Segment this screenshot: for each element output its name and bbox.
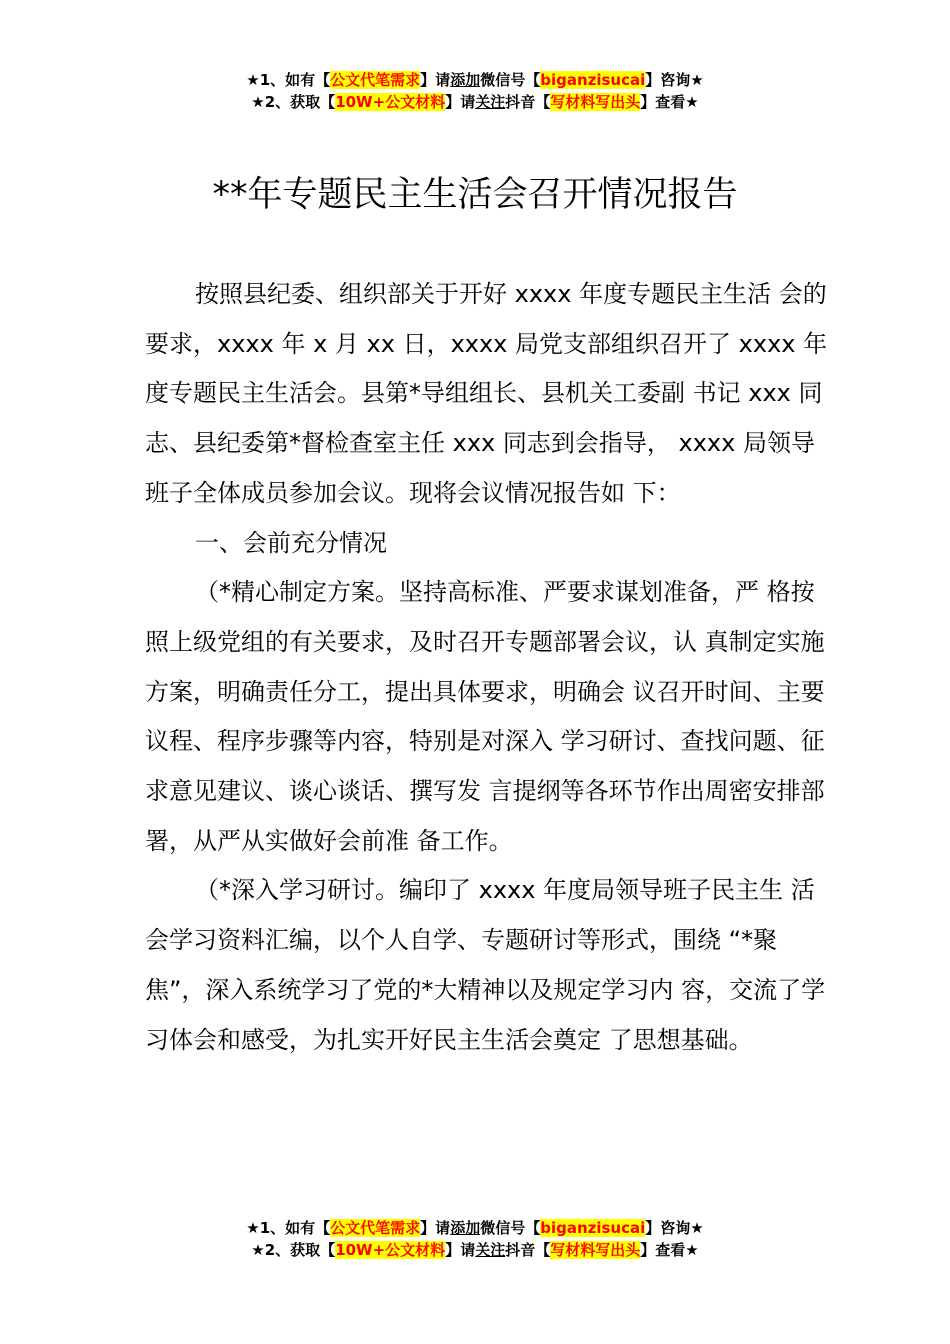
douyin-id: 写材料写出头 (550, 1241, 641, 1259)
paragraph-study (145, 866, 835, 1065)
wechat-id: biganzisucai (540, 71, 646, 89)
body-line: 按照县纪委、组织部关于开好 xxxx 年度专题民主生活 (195, 280, 772, 308)
banner-text: 抖音【 (505, 93, 551, 111)
body-line: （*精心制定方案。坚持高标准、严要求谋划准备，严 (195, 578, 759, 607)
highlight-text: 10W+公文材料 (335, 1241, 446, 1259)
underlined-text: 关注 (475, 1241, 506, 1259)
body-line: 备工作。 (416, 826, 513, 855)
banner-text: ★1、如有【 (246, 1219, 331, 1237)
document-body (145, 270, 835, 1065)
banner-text: ★1、如有【 (246, 71, 331, 89)
banner-text: 抖音【 (505, 1241, 551, 1259)
banner-text: 】咨询★ (645, 71, 704, 89)
wechat-id: biganzisucai (540, 1219, 646, 1237)
banner-text: 】请 (420, 1219, 451, 1237)
underlined-text: 添加 (450, 71, 481, 89)
body-line: 了思想基础。 (608, 1025, 753, 1054)
banner-text: 微信号【 (480, 1219, 541, 1237)
bottom-banner (0, 1217, 950, 1261)
body-line: 下： (632, 478, 681, 507)
banner-text: 】查看★ (640, 93, 699, 111)
body-line: xxxx 年度专题民主生活会。县第*导组组长、县机关工委副 (145, 329, 828, 408)
body-line: 学习研讨、查找问题、征求意见建议、谈心谈话、撰写发 (145, 727, 825, 806)
body-line: 容，交流了学习体会和感受，为扎实开好民主生活会奠定 (145, 975, 826, 1054)
top-banner (0, 69, 950, 113)
banner-text: 微信号【 (480, 71, 541, 89)
underlined-text: 关注 (475, 93, 506, 111)
highlight-text: 公文代笔需求 (330, 71, 421, 89)
body-line: 格按照上级党组的有关要求，及时召开专题部署会议，认 (145, 578, 815, 656)
highlight-text: 10W+公文材料 (335, 93, 446, 111)
body-line: 议召开时间、主要议程、程序步骤等内容，特别是对深入 (145, 677, 825, 756)
banner-text: 】查看★ (640, 1241, 699, 1259)
paragraph-plan (145, 568, 835, 866)
body-line: 会的要求，xxxx 年 x 月 xx 日，xxxx 局党支部组织召开了 (145, 280, 827, 358)
section-heading (145, 519, 835, 569)
section-heading-text: 一、会前充分情况 (195, 528, 387, 557)
banner-line-2 (0, 1239, 950, 1261)
banner-text: ★2、获取【 (251, 93, 336, 111)
banner-line-1 (0, 1217, 950, 1239)
body-line: （*深入学习研讨。编印了 xxxx 年度局领导班子民主生 (195, 876, 784, 905)
banner-text: 】请 (445, 93, 476, 111)
banner-line-1 (0, 69, 950, 91)
body-line: 书记 xxx 同志、县纪委第*督检查室主任 xxx 同志到会指导， (145, 379, 823, 458)
body-line: xxxx 局领导班子全体成员参加会议。现将会议情况报告如 (145, 429, 815, 507)
document-title: **年专题民主生活会召开情况报告 (212, 175, 738, 215)
banner-text: 】请 (420, 71, 451, 89)
body-line: 言提纲等各环节作出周密安排部署，从严从实做好会前准 (145, 777, 825, 855)
underlined-text: 添加 (450, 1219, 481, 1237)
highlight-text: 公文代笔需求 (330, 1219, 421, 1237)
body-line: “*聚焦”，深入系统学习了党的*大精神以及规定学习内 (145, 926, 778, 1004)
banner-text: 】请 (445, 1241, 476, 1259)
body-line: 真制定实施方案，明确责任分工，提出具体要求，明确会 (145, 627, 825, 706)
banner-text: 】咨询★ (645, 1219, 704, 1237)
body-line: 活会学习资料汇编，以个人自学、专题研讨等形式，围绕 (145, 876, 815, 955)
paragraph-intro (145, 270, 835, 519)
banner-text: ★2、获取【 (251, 1241, 336, 1259)
douyin-id: 写材料写出头 (550, 93, 641, 111)
banner-line-2 (0, 91, 950, 113)
